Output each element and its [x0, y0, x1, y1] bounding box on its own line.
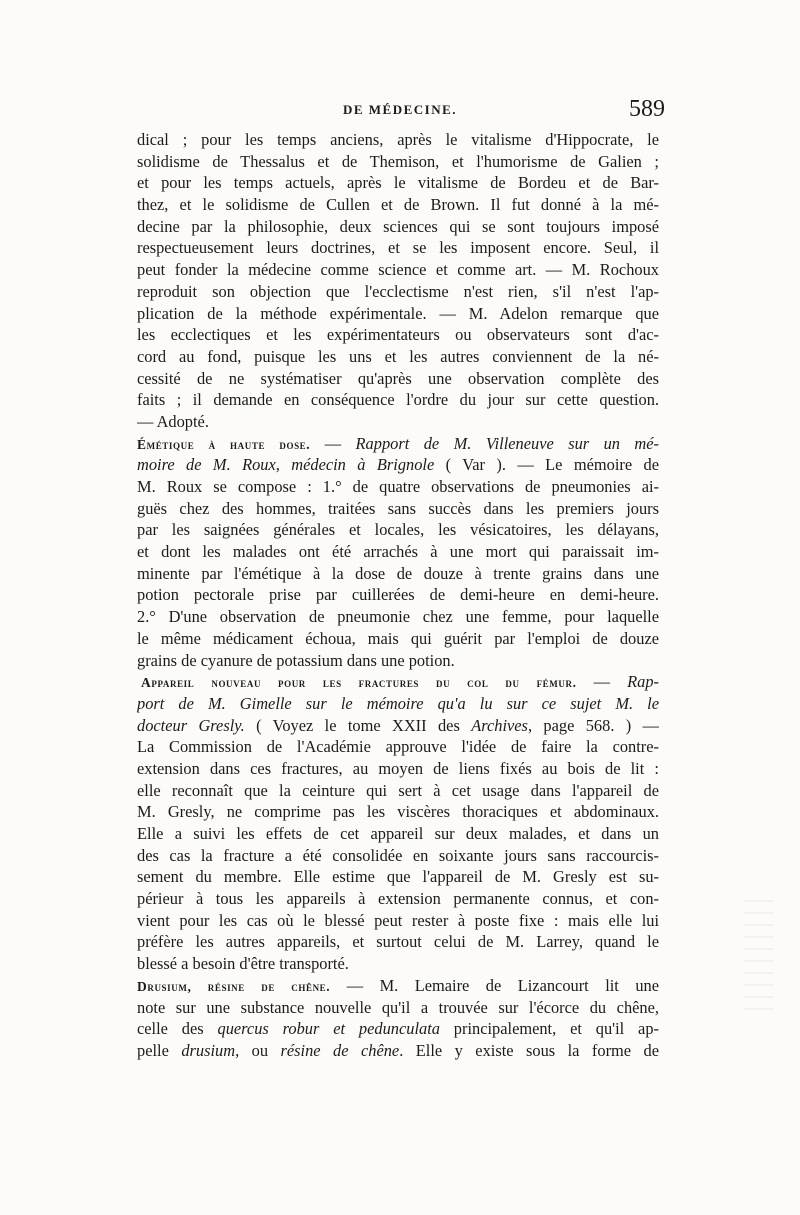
emetique-first-line — [137, 433, 659, 455]
italic-run: docteur Gresly. — [137, 715, 245, 735]
running-head — [135, 96, 665, 128]
text-line: et pour les temps actuels, après le vitalisme de Bordeu et de Bar- — [137, 173, 659, 193]
italic-run: Archives — [471, 715, 528, 735]
text-line: blessé a besoin d'être transporté. — [137, 954, 349, 974]
section-heading-emetique: Émétique à haute dose. — [137, 436, 311, 452]
text-line: potion pectorale prise par cuillerées de demi-heure en demi-heure. — [137, 585, 659, 605]
text-run: ( Voyez le tome XXII des — [244, 715, 472, 735]
text-line: decine par la philosophie, deux sciences qui se sont toujours imposé — [137, 216, 659, 236]
text-line: cessité de ne systématiser qu'après une observation complète des — [137, 368, 659, 388]
text-line: reproduit son objection que l'ecclectisme n'est rien, s'il n'est l'ap- — [137, 281, 659, 301]
text-line: plication de la méthode expérimentale. — M. Adelon remarque que — [137, 303, 659, 323]
text-line: par les saignées générales et locales, les vésicatoires, les délayans, — [137, 520, 659, 540]
running-title: DE MÉDECINE. — [342, 102, 458, 117]
text-line: M. Gresly, ne comprime pas les viscères thoraciques et abdominaux. — [137, 802, 659, 822]
text-line: respectueusement leurs doctrines, et se les imposent encore. Seul, il — [137, 238, 659, 258]
show-through-shadow — [744, 900, 774, 1020]
text-line: peut fonder la médecine comme science et comme art. — M. Rochoux — [137, 260, 659, 280]
text-line: minente par l'émétique à la dose de douze à trente grains dans une — [137, 563, 659, 583]
text-line: solidisme de Thessalus et de Themison, et l'humorisme de Galien ; — [137, 151, 659, 171]
italic-run: quercus robur et pedunculata — [217, 1019, 440, 1039]
text-line: Elle a suivi les effets de cet appareil sur deux malades, et dans un — [137, 824, 659, 843]
text-line: 2.° D'une observation de pneumonie chez une femme, pour laquelle — [137, 607, 659, 627]
dash: — — [576, 672, 628, 692]
text-line: elle reconnaît que la ceinture qui sert à cet usage dans l'appareil de — [137, 780, 659, 800]
text-run: . Elle y existe sous la forme de — [399, 1040, 659, 1060]
text-line: des cas la fracture a été consolidée en soixante jours sans raccourcis- — [137, 845, 659, 865]
text-run: — M. Lemaire de Lizancourt lit une — [330, 975, 659, 995]
text-run: celle des — [137, 1019, 218, 1039]
text-line: et dont les malades ont été arrachés à une mort qui paraissait im- — [137, 542, 659, 562]
dash: — — [310, 433, 356, 453]
text-line: thez, et le solidisme de Cullen et de Brown. Il fut donné à la mé- — [137, 195, 659, 215]
drusium-fourth-line — [137, 1040, 659, 1062]
text-line: cord au fond, puisque les uns et les autres conviennent de la né- — [137, 346, 659, 366]
page-number: 589 — [629, 96, 665, 122]
appareil-third-line — [137, 715, 659, 737]
text-line: note sur une substance nouvelle qu'il a trouvée sur l'écorce du chêne, — [137, 997, 659, 1017]
text-run: ( Var ). — Le mémoire de — [434, 455, 659, 475]
appareil-second-line — [137, 693, 659, 715]
italic-run: drusium — [181, 1040, 236, 1060]
body-text — [137, 129, 659, 1062]
drusium-third-line — [137, 1018, 659, 1040]
appareil-first-line — [137, 671, 659, 693]
text-line: le même médicament échoua, mais qui guérit par l'emploi de douze — [137, 628, 659, 648]
italic-run: port de M. Gimelle sur le mémoire qu'a lu sur ce sujet M. le — [137, 693, 659, 713]
text-line: La Commission de l'Académie approuve l'idée de faire la contre- — [137, 737, 659, 757]
text-run: , page 568. ) — — [527, 715, 659, 735]
emetique-second-line — [137, 454, 659, 476]
text-line: guës chez des hommes, traitées sans succès dans les premiers jours — [137, 498, 659, 518]
italic-run: moire de M. Roux, médecin à Brignole — [137, 455, 435, 475]
text-line: extension dans ces fractures, au moyen de liens fixés au bois de lit : — [137, 758, 659, 778]
text-line: vient pour les cas où le blessé peut rester à poste fixe : mais elle lui — [137, 910, 659, 930]
text-run: principalement, et qu'il ap- — [439, 1019, 659, 1039]
text-line: les ecclectiques et les expérimentateurs ou observateurs sont d'ac- — [137, 325, 659, 345]
text-line: M. Roux se compose : 1.° de quatre observations de pneumonies ai- — [137, 477, 659, 496]
text-run: pelle — [137, 1040, 182, 1060]
section-heading-appareil: Appareil nouveau pour les fractures du col du fémur. — [141, 675, 577, 691]
text-line: préfère les autres appareils, et surtout celui de M. Larrey, quand le — [137, 932, 659, 952]
text-line: sement du membre. Elle estime que l'appareil de M. Gresly est su- — [137, 867, 659, 887]
text-line: — Adopté. — [137, 411, 209, 431]
text-line: périeur à tous les appareils à extension permanente connus, et con- — [137, 889, 659, 909]
text-line: grains de cyanure de potassium dans une potion. — [137, 650, 455, 670]
text-run: , ou — [235, 1040, 281, 1060]
text-line: dical ; pour les temps anciens, après le vitalisme d'Hippocrate, le — [137, 130, 659, 149]
section-heading-drusium: Drusium, résine de chêne. — [137, 978, 331, 994]
drusium-first-line — [137, 975, 659, 997]
italic-run: Rapport de M. Villeneuve sur un mé- — [355, 433, 659, 453]
italic-run: résine de chêne — [280, 1040, 400, 1060]
italic-run: Rap- — [627, 672, 659, 692]
text-line: faits ; il demande en conséquence l'ordre du jour sur cette question. — [137, 390, 659, 410]
